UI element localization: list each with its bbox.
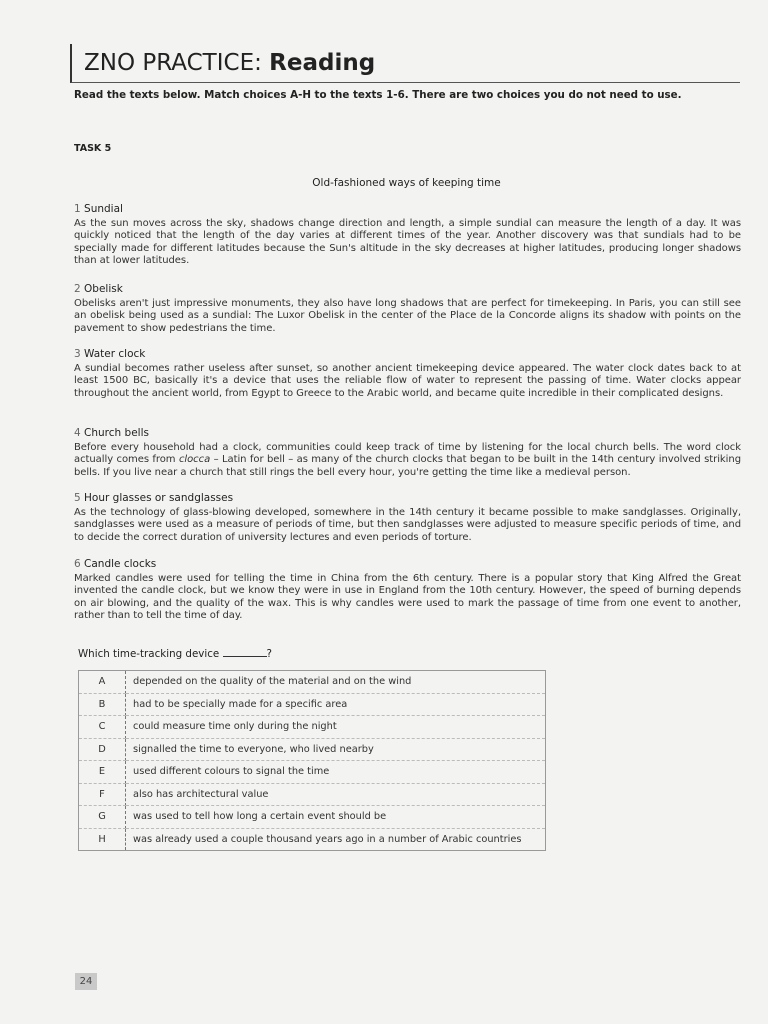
section-heading xyxy=(74,348,741,360)
section-title: Obelisk xyxy=(84,283,123,295)
page-title xyxy=(84,50,375,76)
choice-letter: E xyxy=(79,761,126,784)
title-bar xyxy=(70,44,740,83)
section-text: As the sun moves across the sky, shadows change direction and length, a simple sundial can measure the length of a day. It was quickly noticed that the length of the day varies at different times of the year. Another discovery was that sundials had to be specially made for different latitudes because the Sun's altitude in the sky decreases at higher latitudes, producing longer shadows than at lower latitudes. xyxy=(74,218,741,267)
table-row xyxy=(79,761,546,784)
section-number: 6 xyxy=(74,558,81,570)
section-number: 1 xyxy=(74,203,81,215)
table-row xyxy=(79,783,546,806)
reading-title: Old-fashioned ways of keeping time xyxy=(312,177,501,189)
question-text: Which time-tracking device xyxy=(78,648,220,660)
task-label: TASK 5 xyxy=(74,143,112,154)
choice-text: signalled the time to everyone, who lived nearby xyxy=(126,738,546,761)
text-part: – Latin for bell – as many of the church clocks that began to be built in the 14th century involved striking bells. If you live near a church that still rings the bell every hour, you're getting the time like a medieval person. xyxy=(74,454,741,478)
section-heading xyxy=(74,203,741,215)
table-row xyxy=(79,738,546,761)
page-number: 24 xyxy=(75,973,97,990)
choice-letter: C xyxy=(79,716,126,739)
table-row xyxy=(79,671,546,694)
choice-text: had to be specially made for a specific area xyxy=(126,693,546,716)
choice-letter: F xyxy=(79,783,126,806)
section-text: Obelisks aren't just impressive monuments, they also have long shadows that are perfect for timekeeping. In Paris, you can still see an obelisk being used as a sundial: The Luxor Obelisk in the center of the Place de la Concorde aligns its shadow with points on the pavement to show pedestrians the time. xyxy=(74,298,741,334)
choices-table xyxy=(78,670,546,851)
choice-text: was used to tell how long a certain event should be xyxy=(126,806,546,829)
section-number: 2 xyxy=(74,283,81,295)
section-title: Sundial xyxy=(84,203,123,215)
section-text: A sundial becomes rather useless after sunset, so another ancient timekeeping device appeared. The water clock dates back to at least 1500 BC, basically it's a device that uses the reliable flow of water to represent the passing of time. Water clocks appear throughout the ancient world, from Egypt to Greece to the Arabic world, and became quite incredible in their complicated designs. xyxy=(74,363,741,399)
section-title: Hour glasses or sandglasses xyxy=(84,492,234,504)
title-main: Reading xyxy=(269,50,376,76)
section-title: Water clock xyxy=(84,348,146,360)
choice-text: could measure time only during the night xyxy=(126,716,546,739)
table-row xyxy=(79,828,546,851)
choice-letter: A xyxy=(79,671,126,694)
latin-word: clocca xyxy=(178,454,211,466)
section-title: Church bells xyxy=(84,427,149,439)
answer-blank xyxy=(223,647,267,657)
section-number: 4 xyxy=(74,427,81,439)
section-heading xyxy=(74,492,741,504)
table-row xyxy=(79,693,546,716)
text-part: Before every household had a clock, communities could keep track of time by listening for the local church bells. The word clock actually comes from xyxy=(74,442,741,466)
section-text xyxy=(74,442,741,479)
section-title: Candle clocks xyxy=(84,558,157,570)
choice-text: also has architectural value xyxy=(126,783,546,806)
table-row xyxy=(79,716,546,739)
choice-letter: B xyxy=(79,693,126,716)
section-heading xyxy=(74,427,741,439)
section-heading xyxy=(74,283,741,295)
section-water-clock xyxy=(74,348,741,400)
section-text: As the technology of glass-blowing developed, somewhere in the 14th century it became possible to make sandglasses. Originally, sandglasses were used as a measure of periods of time, but then sandglasses were adjusted to measure specific periods of time, and to decide the correct duration of university lectures and even periods of torture. xyxy=(74,507,741,543)
choice-text: used different colours to signal the time xyxy=(126,761,546,784)
section-sundial xyxy=(74,203,741,268)
section-sandglasses xyxy=(74,492,741,544)
section-obelisk xyxy=(74,283,741,335)
table-row xyxy=(79,806,546,829)
choice-letter: G xyxy=(79,806,126,829)
section-text: Marked candles were used for telling the time in China from the 6th century. There is a popular story that King Alfred the Great invented the candle clock, but we know they were in use in England from the 10th century. However, the speed of burning depends on air blowing, and the quality of the wax. This is why candles were used to mark the passage of time from one event to another, rather than to tell the time of day. xyxy=(74,573,741,622)
choice-text: depended on the quality of the material and on the wind xyxy=(126,671,546,694)
choice-letter: D xyxy=(79,738,126,761)
section-church-bells xyxy=(74,427,741,479)
section-candle-clocks xyxy=(74,558,741,623)
choice-letter: H xyxy=(79,828,126,851)
instructions: Read the texts below. Match choices A-H to the texts 1-6. There are two choices you do not need to use. xyxy=(74,89,682,101)
section-number: 5 xyxy=(74,492,81,504)
choice-text: was already used a couple thousand years ago in a number of Arabic countries xyxy=(133,833,522,845)
question-mark: ? xyxy=(266,648,272,660)
section-number: 3 xyxy=(74,348,81,360)
section-heading xyxy=(74,558,741,570)
question xyxy=(78,647,272,660)
title-prefix: ZNO PRACTICE: xyxy=(84,50,262,76)
